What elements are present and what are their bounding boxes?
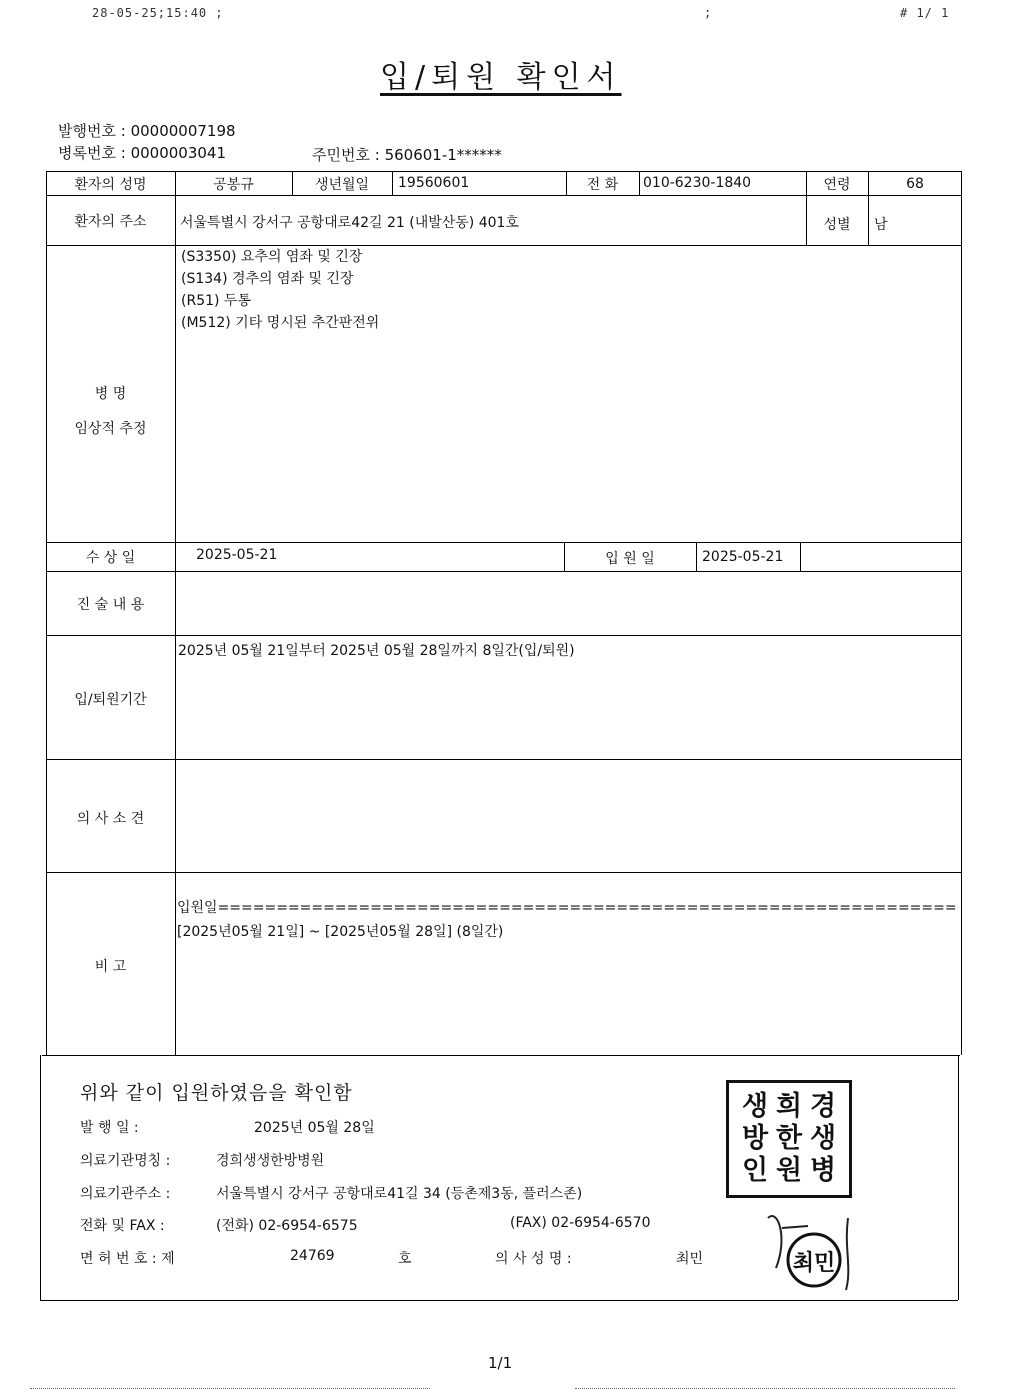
seal-char: 경 xyxy=(809,1091,837,1122)
contact-fax: (FAX) 02-6954-6570 xyxy=(510,1215,651,1231)
diagnosis-label: 병 명 xyxy=(94,386,127,402)
doctor-name-label: 의 사 성 명 : xyxy=(495,1251,572,1267)
doctor-name: 최민 xyxy=(676,1251,704,1267)
admission-period: 2025년 05월 21일부터 2025년 05월 28일까지 8일간(입/퇴원) xyxy=(178,643,575,659)
phone-number: 010-6230-1840 xyxy=(643,175,752,191)
signature-stamp xyxy=(748,1198,868,1308)
list-item: (S134) 경추의 염좌 및 긴장 xyxy=(181,271,354,287)
birth-date: 19560601 xyxy=(398,175,470,191)
age-value: 68 xyxy=(906,176,924,192)
issue-date: 2025년 05월 28일 xyxy=(254,1120,375,1136)
fax-page: # 1/ 1 xyxy=(900,6,950,20)
injury-date: 2025-05-21 xyxy=(196,547,278,563)
contact-label: 전화 및 FAX : xyxy=(80,1218,165,1234)
contact-phone: (전화) 02-6954-6575 xyxy=(216,1218,358,1234)
seal-char: 원 xyxy=(775,1155,803,1186)
list-item: (M512) 기타 명시된 추간판전위 xyxy=(181,315,380,331)
seal-char: 희 xyxy=(775,1091,803,1122)
remarks-line2: [2025년05월 21일] ~ [2025년05월 28일] (8일간) xyxy=(177,924,504,940)
period-label: 입/퇴원기간 xyxy=(74,692,147,708)
seal-char: 방 xyxy=(741,1123,769,1154)
age-label: 연령 xyxy=(823,177,851,193)
patient-name-label: 환자의 성명 xyxy=(74,177,147,193)
license-number: 24769 xyxy=(290,1248,335,1264)
issue-number: 발행번호 : 00000007198 xyxy=(58,122,236,140)
patient-name: 공봉규 xyxy=(213,177,254,193)
address-label: 환자의 주소 xyxy=(74,214,147,230)
admission-date: 2025-05-21 xyxy=(702,549,784,565)
patient-address: 서울특별시 강서구 공항대로42길 21 (내발산동) 401호 xyxy=(180,215,519,231)
institution-name-label: 의료기관명칭 : xyxy=(80,1153,171,1169)
hospital-seal xyxy=(726,1080,852,1198)
confirmation-text: 위와 같이 입원하였음을 확인함 xyxy=(80,1082,353,1104)
fax-separator: ; xyxy=(704,6,713,20)
institution-address-label: 의료기관주소 : xyxy=(80,1186,171,1202)
page-title: 입/퇴원 확인서 xyxy=(380,60,622,95)
sex-value: 남 xyxy=(874,217,888,233)
seal-char: 한 xyxy=(775,1123,803,1154)
resident-number: 주민번호 : 560601-1****** xyxy=(312,146,502,164)
remarks-line1: 입원일=============================================================== xyxy=(177,900,957,916)
issue-date-label: 발 행 일 : xyxy=(80,1120,139,1136)
page-number: 1/1 xyxy=(488,1354,513,1372)
doctor-opinion-label: 의 사 소 견 xyxy=(76,811,145,827)
sex-label: 성별 xyxy=(823,217,851,233)
seal-char: 병 xyxy=(809,1155,837,1186)
institution-address: 서울특별시 강서구 공항대로41길 34 (등촌제3동, 플러스존) xyxy=(216,1186,583,1202)
clinical-estimate-label: 임상적 추정 xyxy=(74,421,147,437)
list-item: (S3350) 요추의 염좌 및 긴장 xyxy=(181,249,363,265)
record-number: 병록번호 : 0000003041 xyxy=(58,144,227,162)
admission-date-label: 입 원 일 xyxy=(605,551,655,567)
list-item: (R51) 두통 xyxy=(181,293,251,309)
svg-text:최민: 최민 xyxy=(792,1251,836,1276)
fax-datetime: 28-05-25;15:40 ; xyxy=(92,6,224,20)
scan-artifact xyxy=(575,1388,955,1389)
injury-date-label: 수 상 일 xyxy=(85,550,136,566)
phone-label: 전 화 xyxy=(586,177,619,193)
statement-label: 진 술 내 용 xyxy=(76,597,145,613)
diagnosis-list xyxy=(181,246,379,334)
institution-name: 경희생생한방병원 xyxy=(216,1153,325,1169)
seal-char: 생 xyxy=(809,1123,837,1154)
license-suffix: 호 xyxy=(398,1251,412,1267)
birth-label: 생년월일 xyxy=(314,177,370,193)
license-label: 면 허 번 호 : 제 xyxy=(80,1251,175,1267)
seal-char: 인 xyxy=(741,1155,769,1186)
scan-artifact xyxy=(30,1388,430,1389)
remarks-label: 비 고 xyxy=(94,959,127,975)
seal-char: 생 xyxy=(741,1091,769,1122)
